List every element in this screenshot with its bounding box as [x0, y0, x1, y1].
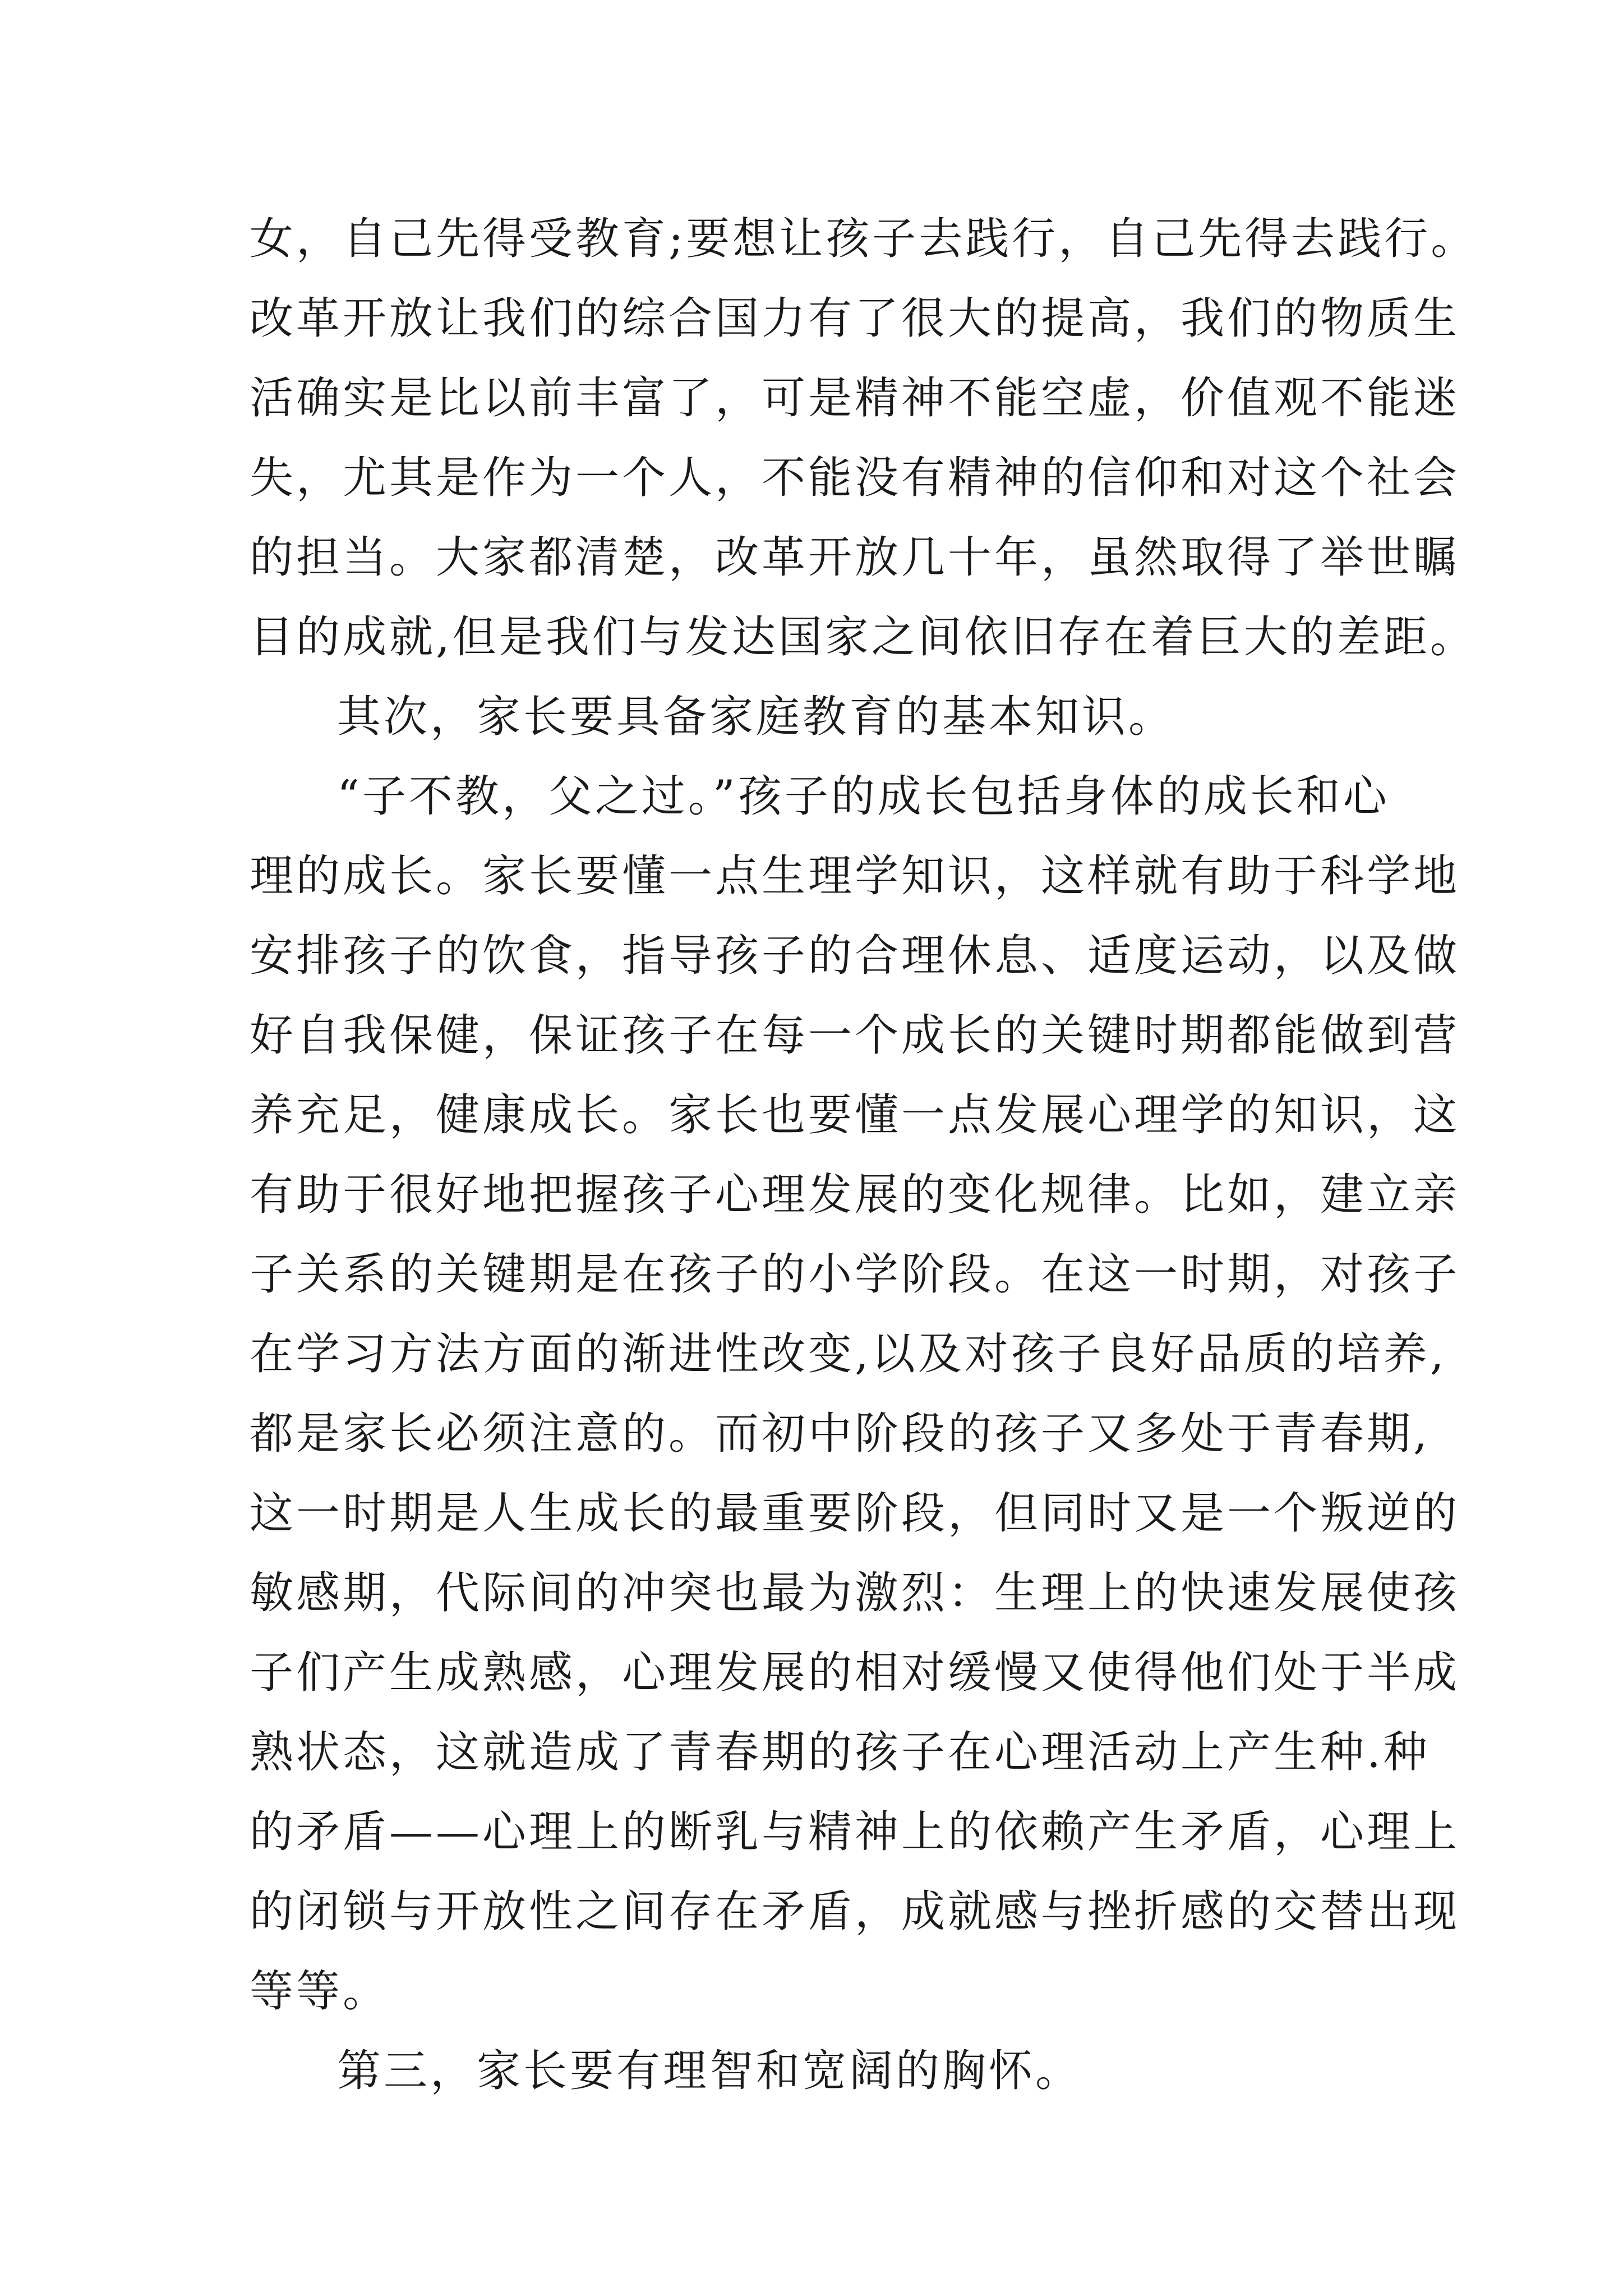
text-line: 子关系的关键期是在孩子的小学阶段。在这一时期，对孩子	[250, 1249, 1460, 1300]
text-line: 在学习方法方面的渐进性改变,以及对孩子良好品质的培养,	[250, 1329, 1447, 1379]
text-line: 好自我保健，保证孩子在每一个成长的关键时期都能做到营	[250, 1010, 1460, 1061]
paragraph-heading: 第三，家长要有理智和宽阔的胸怀。	[337, 2046, 1082, 2096]
text-line: 失，尤其是作为一个人，不能没有精神的信仰和对这个社会	[250, 453, 1460, 503]
text-line: 的矛盾——心理上的断乳与精神上的依赖产生矛盾，心理上	[250, 1807, 1460, 1857]
text-line: 子们产生成熟感，心理发展的相对缓慢又使得他们处于半成	[250, 1648, 1460, 1698]
text-line: 安排孩子的饮食，指导孩子的合理休息、适度运动，以及做	[250, 931, 1460, 981]
text-line: 这一时期是人生成长的最重要阶段，但同时又是一个叛逆的	[250, 1488, 1460, 1539]
text-line: 敏感期，代际间的冲突也最为激烈：生理上的快速发展使孩	[250, 1568, 1460, 1618]
text-line: 的担当。大家都清楚，改革开放几十年，虽然取得了举世瞩	[250, 532, 1460, 583]
text-line: 熟状态，这就造成了青春期的孩子在心理活动上产生种.种	[250, 1727, 1430, 1778]
text-line: 都是家长必须注意的。而初中阶段的孩子又多处于青春期,	[250, 1409, 1430, 1459]
text-line: 目的成就,但是我们与发达国家之间依旧存在着巨大的差距。	[250, 612, 1477, 662]
text-line: 的闭锁与开放性之间存在矛盾，成就感与挫折感的交替出现	[250, 1887, 1460, 1937]
text-line: 有助于很好地把握孩子心理发展的变化规律。比如，建立亲	[250, 1170, 1460, 1220]
paragraph-heading: 其次，家长要具备家庭教育的基本知识。	[337, 692, 1175, 742]
text-line: 等等。	[250, 1966, 390, 2017]
body-text	[250, 199, 1478, 2111]
text-line: 活确实是比以前丰富了，可是精神不能空虚，价值观不能迷	[250, 373, 1460, 424]
text-line: 改革开放让我们的综合国力有了很大的提高，我们的物质生	[250, 293, 1460, 344]
text-line: “子不教，父之过。”孩子的成长包括身体的成长和心	[337, 771, 1390, 822]
text-line: 养充足，健康成长。家长也要懂一点发展心理学的知识，这	[250, 1090, 1460, 1140]
text-line: 理的成长。家长要懂一点生理学知识，这样就有助于科学地	[250, 851, 1460, 901]
text-line: 女，自己先得受教育;要想让孩子去践行，自己先得去践行。	[250, 214, 1478, 264]
